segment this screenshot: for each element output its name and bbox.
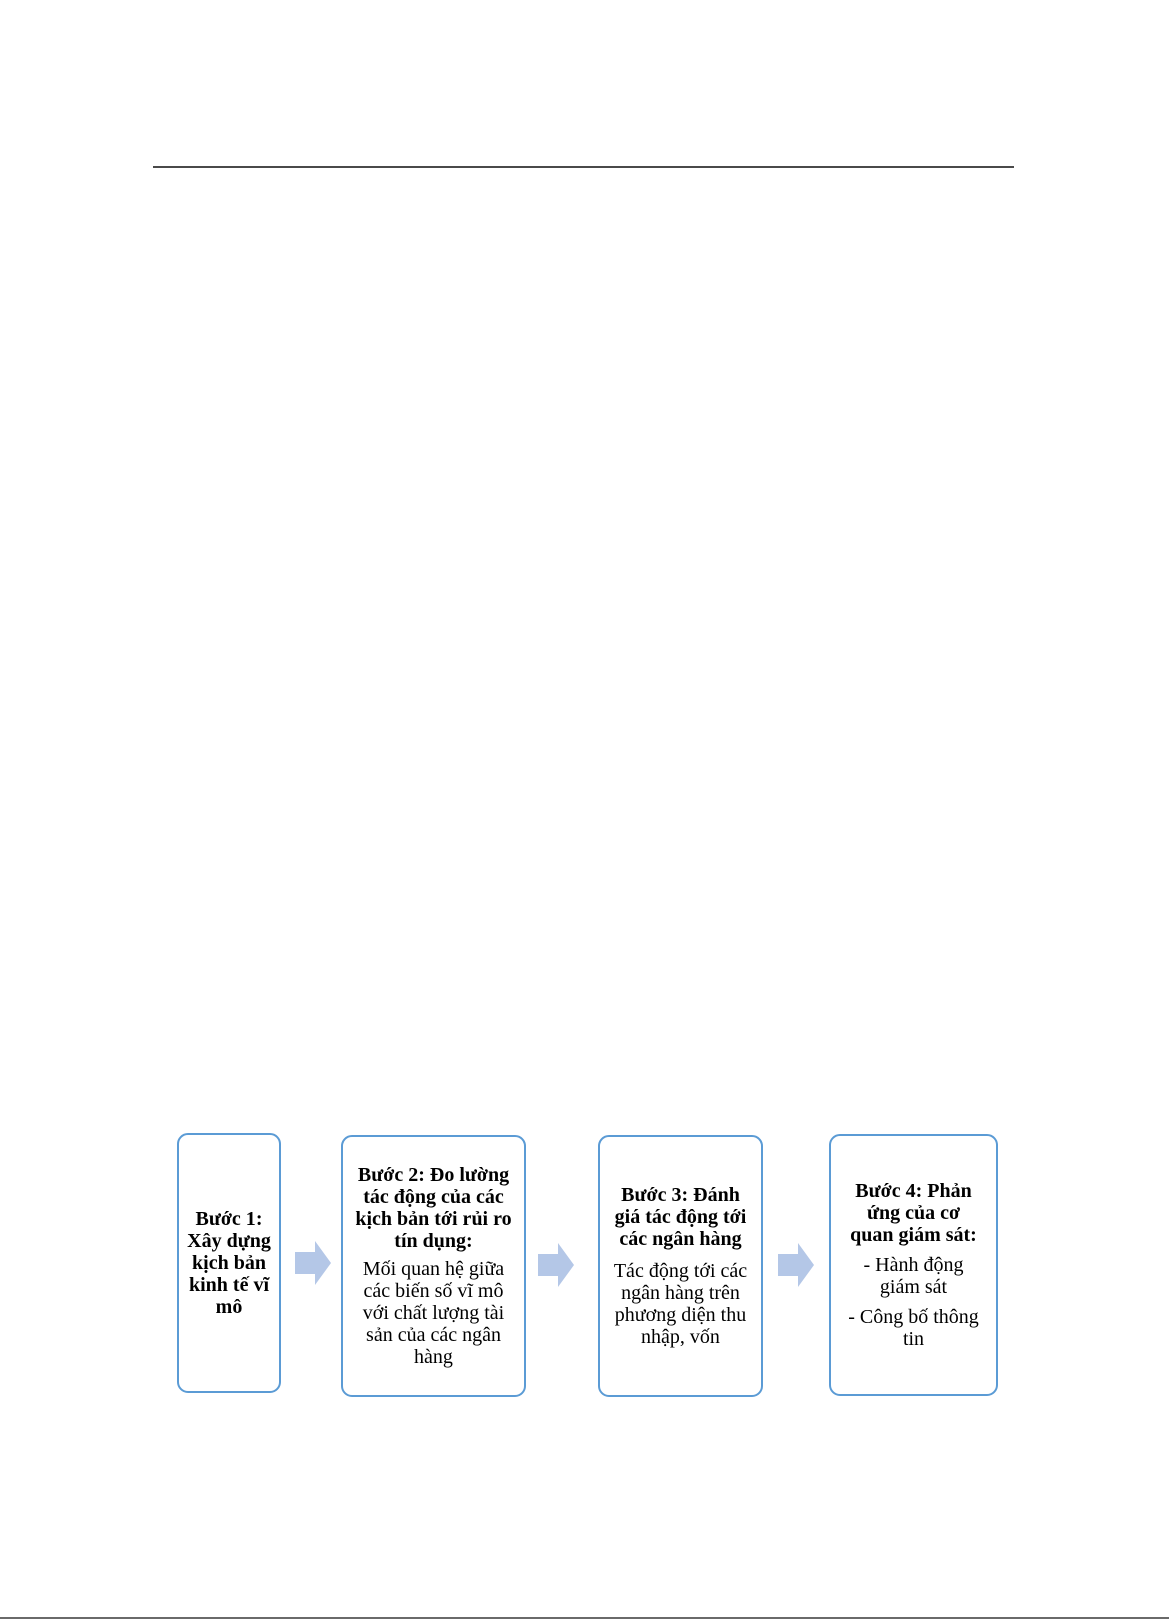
step-1-title-rest: : Xây dựng kịch bản kinh tế vĩ mô — [187, 1208, 271, 1318]
step-2-box — [341, 1135, 526, 1397]
step-1-title — [185, 1208, 273, 1318]
step-1-title-bold: Bước 1 — [195, 1208, 256, 1230]
step-2-description: Mối quan hệ giữa các biến số vĩ mô với chất lượng tài sản của các ngân hàng — [362, 1258, 505, 1368]
step-3-box — [598, 1135, 763, 1397]
step-4-bullet-2: - Công bố thông tin — [848, 1306, 979, 1350]
step-4-bullet-1: - Hành động giám sát — [863, 1254, 964, 1298]
footer-rule — [0, 1617, 1169, 1619]
step-1-box — [177, 1133, 281, 1393]
right-arrow-icon — [778, 1243, 814, 1287]
step-2-title-rest: : — [466, 1230, 473, 1252]
step-2-title — [353, 1164, 514, 1252]
step-3-title — [612, 1184, 749, 1250]
right-arrow-icon — [295, 1241, 331, 1285]
step-3-description: Tác động tới các ngân hàng trên phương diện thu nhập, vốn — [613, 1260, 748, 1348]
step-4-title-rest: : Phản ứng của cơ quan giám sát: — [850, 1180, 977, 1246]
step-4-box — [829, 1134, 998, 1396]
step-3-title-bold: Bước 3: Đánh giá tác động tới các ngân hàng — [614, 1184, 747, 1250]
right-arrow-icon — [538, 1243, 574, 1287]
step-4-title — [845, 1180, 982, 1246]
step-4-title-bold: Bước 4 — [855, 1180, 916, 1202]
header-rule — [153, 166, 1014, 168]
step-2-title-bold: Bước 2: Đo lường tác động của các kịch bản tới rủi ro tín dụng — [355, 1164, 512, 1252]
